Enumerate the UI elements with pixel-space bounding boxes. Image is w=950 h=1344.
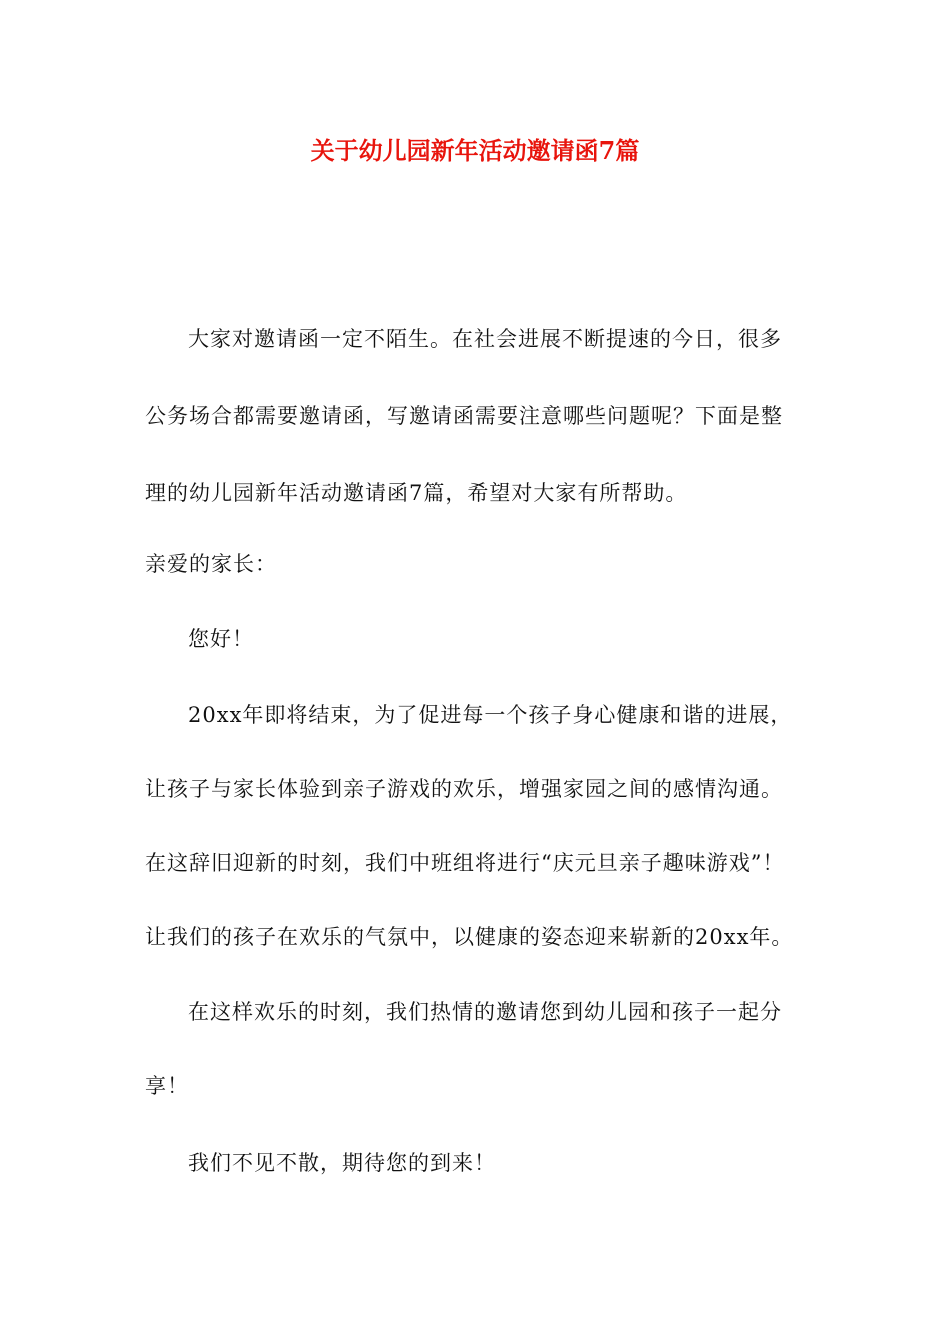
body-line-9: 享！ bbox=[145, 1074, 189, 1098]
body-line-4: 20xx年即将结束，为了促进每一个孩子身心健康和谐的进展， bbox=[188, 703, 793, 727]
body-line-7: 让我们的孩子在欢乐的气氛中，以健康的姿态迎来崭新的20xx年。 bbox=[145, 925, 794, 949]
salutation: 亲爱的家长： bbox=[145, 552, 277, 576]
body-line-8: 在这样欢乐的时刻，我们热情的邀请您到幼儿园和孩子一起分 bbox=[188, 1000, 782, 1024]
greeting: 您好！ bbox=[188, 627, 254, 651]
body-line-6: 在这辞旧迎新的时刻，我们中班组将进行“庆元旦亲子趣味游戏”！ bbox=[145, 851, 785, 875]
document-title: 关于幼儿园新年活动邀请函7篇 bbox=[310, 136, 640, 165]
body-line-1: 大家对邀请函一定不陌生。在社会进展不断提速的今日，很多 bbox=[188, 327, 782, 351]
body-line-5: 让孩子与家长体验到亲子游戏的欢乐，增强家园之间的感情沟通。 bbox=[145, 777, 783, 801]
body-line-3: 理的幼儿园新年活动邀请函7篇，希望对大家有所帮助。 bbox=[145, 481, 688, 505]
closing-line: 我们不见不散，期待您的到来！ bbox=[188, 1151, 496, 1175]
body-line-2: 公务场合都需要邀请函，写邀请函需要注意哪些问题呢？下面是整 bbox=[145, 404, 783, 428]
